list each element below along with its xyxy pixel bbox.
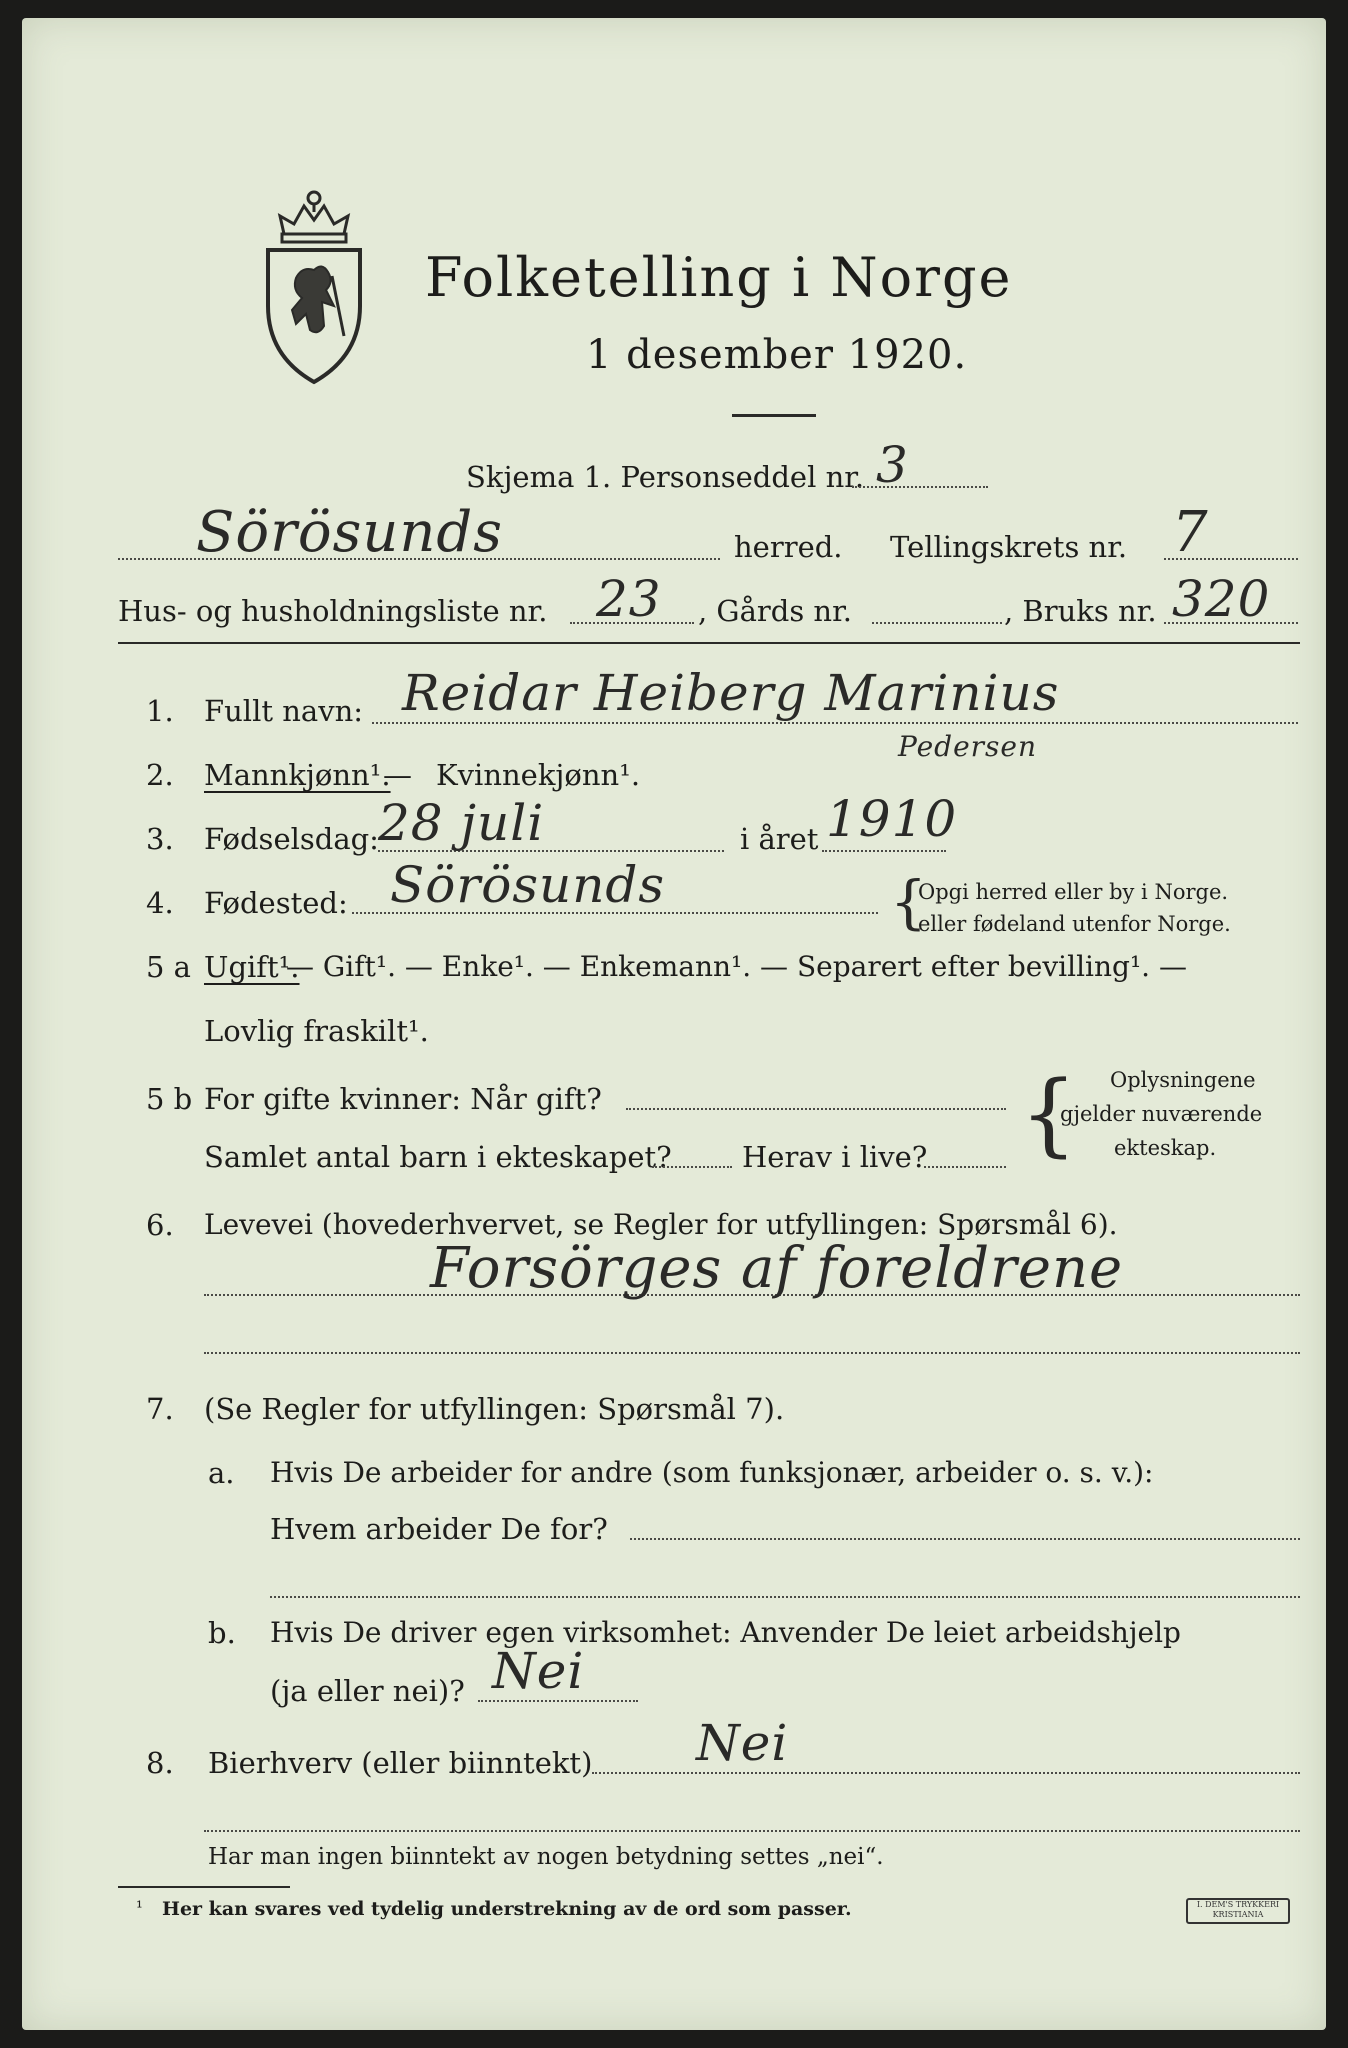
tellingskrets-value: 7 (1172, 500, 1209, 565)
personseddel-field[interactable] (852, 486, 988, 488)
nar-gift-field[interactable] (626, 1108, 1006, 1110)
q8-number: 8. (146, 1746, 174, 1780)
herred-value: Sörösunds (196, 500, 504, 565)
kvinnekjonn-option[interactable]: Kvinnekjønn¹. (436, 758, 641, 792)
q5b-brace: { (1020, 1062, 1078, 1167)
bruks-label: , Bruks nr. (1004, 594, 1157, 628)
year-value: 1910 (826, 790, 958, 848)
footnote-divider (118, 1886, 290, 1888)
q5b-label-2: Samlet antal barn i ekteskapet? (204, 1140, 672, 1174)
sivilstand-options[interactable]: — Gift¹. — Enke¹. — Enkemann¹. — Separert efter bevilling¹. — (286, 950, 1187, 983)
ugift-option[interactable]: Ugift¹. (204, 950, 300, 984)
fraskilt-option[interactable]: Lovlig fraskilt¹. (204, 1014, 429, 1048)
q5b-note-2: gjelder nuværende (1060, 1102, 1263, 1126)
footnote-text: Her kan svares ved tydelig understrekning av de ord som passer. (162, 1898, 852, 1920)
q4-note-1: Opgi herred eller by i Norge. (918, 880, 1229, 904)
skjema-label: Skjema 1. Personseddel nr. (466, 460, 865, 494)
q4-brace: { (890, 868, 927, 936)
gards-label: , Gårds nr. (698, 594, 852, 628)
arbeidsgiver-field[interactable] (630, 1538, 1300, 1540)
q3-number: 3. (146, 822, 174, 856)
q6-label: Levevei (hovederhvervet, se Regler for utfyllingen: Spørsmål 6). (204, 1208, 1118, 1241)
bierhverv-field[interactable] (592, 1772, 1300, 1774)
arbeidshjelp-value: Nei (492, 1642, 585, 1700)
fullt-navn-value-2: Pedersen (898, 730, 1038, 763)
arbeidshjelp-field[interactable] (478, 1700, 638, 1702)
title-divider (732, 414, 816, 417)
q7b-number: b. (208, 1616, 236, 1650)
q7a-number: a. (208, 1456, 235, 1490)
q7b-text: Hvis De driver egen virksomhet: Anvender De leiet arbeidshjelp (270, 1616, 1181, 1649)
q7-label: (Se Regler for utfyllingen: Spørsmål 7). (204, 1392, 785, 1426)
gards-field[interactable] (872, 622, 1002, 624)
herred-label: herred. (734, 530, 843, 564)
q2-separator: — (383, 758, 412, 792)
year-field[interactable] (822, 850, 946, 852)
year-label: i året (740, 822, 819, 856)
mannkjonn-option[interactable]: Mannkjønn¹. (204, 758, 391, 792)
form-date: 1 desember 1920. (586, 332, 968, 378)
footer-note: Har man ingen biinntekt av nogen betydning settes „nei“. (208, 1844, 884, 1870)
footnote-mark: ¹ (136, 1898, 143, 1918)
q5b-label-3: Herav i live? (742, 1140, 928, 1174)
q1-label: Fullt navn: (204, 694, 364, 728)
printer-stamp: I. DEM'S TRYKKERI KRISTIANIA (1186, 1898, 1290, 1924)
coat-of-arms-icon (262, 186, 366, 386)
q7b-text-2: (ja eller nei)? (270, 1674, 465, 1708)
fullt-navn-field[interactable] (372, 722, 1298, 724)
section-divider (118, 642, 1300, 644)
q2-number: 2. (146, 758, 174, 792)
fodselsdag-value: 28 juli (378, 794, 545, 852)
q5b-note-3: ekteskap. (1114, 1136, 1217, 1160)
fullt-navn-value: Reidar Heiberg Marinius (402, 664, 1060, 722)
i-live-field[interactable] (924, 1166, 1006, 1168)
q4-note-2: eller fødeland utenfor Norge. (918, 912, 1231, 936)
q5b-label: For gifte kvinner: Når gift? (204, 1082, 602, 1116)
husliste-label: Hus- og husholdningsliste nr. (118, 594, 548, 628)
q4-label: Fødested: (204, 886, 348, 920)
arbeidsgiver-field-2[interactable] (270, 1596, 1300, 1598)
bierhverv-value: Nei (696, 1714, 789, 1772)
antal-barn-field[interactable] (652, 1166, 732, 1168)
tellingskrets-label: Tellingskrets nr. (890, 530, 1128, 564)
q3-label: Fødselsdag: (204, 822, 379, 856)
husliste-value: 23 (596, 570, 662, 628)
form-title: Folketelling i Norge (425, 246, 1013, 309)
q4-number: 4. (146, 886, 174, 920)
levevei-value: Forsörges af foreldrene (430, 1236, 1124, 1301)
q7a-text-2: Hvem arbeider De for? (270, 1512, 608, 1546)
personseddel-value: 3 (876, 436, 909, 494)
q5a-number: 5 a (146, 950, 191, 984)
q6-number: 6. (146, 1208, 174, 1242)
bierhverv-field-2[interactable] (204, 1830, 1300, 1832)
q7a-text: Hvis De arbeider for andre (som funksjonær, arbeider o. s. v.): (270, 1456, 1154, 1489)
q7-number: 7. (146, 1392, 174, 1426)
q5b-number: 5 b (146, 1082, 193, 1116)
q8-label: Bierhverv (eller biinntekt) (208, 1746, 593, 1780)
levevei-field-2[interactable] (204, 1352, 1300, 1354)
bruks-value: 320 (1172, 570, 1271, 628)
q5b-note-1: Oplysningene (1110, 1068, 1256, 1092)
q1-number: 1. (146, 694, 174, 728)
fodested-value: Sörösunds (390, 856, 666, 914)
